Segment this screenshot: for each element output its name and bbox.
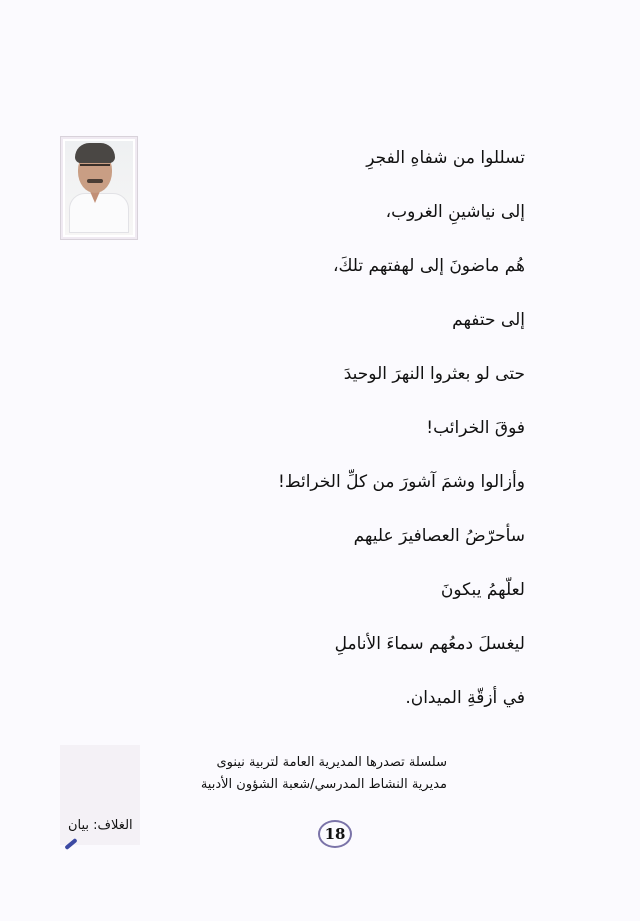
- poem-line: ليغسلَ دمعُهم سماءَ الأناملِ: [334, 634, 525, 654]
- publisher-note: [201, 752, 447, 796]
- poem-line: هُم ماضونَ إلى لهفتهم تلكَ،: [332, 256, 525, 276]
- author-photo: [60, 136, 138, 240]
- poem-line: إلى نياشينِ الغروب،: [385, 202, 525, 222]
- publisher-line-2: مديرية النشاط المدرسي/شعبة الشؤون الأدبية: [200, 777, 447, 792]
- poem-line: سأحرّضُ العصافيرَ عليهم: [353, 526, 525, 546]
- poem-line: إلى حتفهم: [452, 310, 525, 330]
- poem-line: تسللوا من شفاهِ الفجرِ: [366, 148, 525, 168]
- publisher-line-1: سلسلة تصدرها المديرية العامة لتربية نينوى: [216, 755, 447, 770]
- poem-line: لعلّهمُ يبكونَ: [440, 580, 525, 600]
- page-number: 18: [318, 820, 352, 848]
- poem-line: في أزقّةِ الميدان.: [405, 688, 525, 708]
- poem-line: وأزالوا وشمَ آشورَ من كلِّ الخرائط!: [278, 472, 525, 492]
- cover-credit: الغلاف: بيان: [68, 818, 133, 833]
- poem-line: حتى لو بعثروا النهرَ الوحيدَ: [343, 364, 525, 384]
- poem-line: فوقَ الخرائب!: [426, 418, 525, 438]
